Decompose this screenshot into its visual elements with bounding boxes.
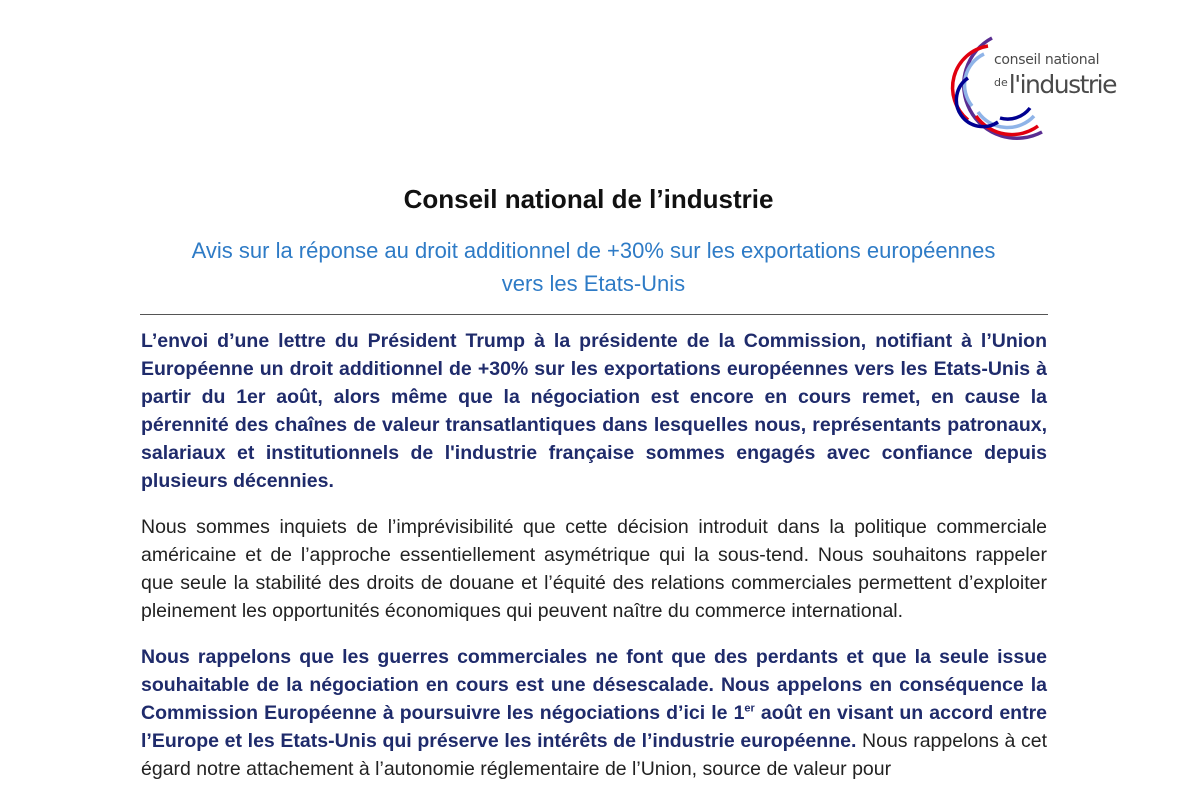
paragraph-3-bold-a: Nous rappelons que les guerres commerciales ne font que des perdants et que la seule issue souhaitable de la négociation en cours est une désescalade. Nous appelons en conséquence la Commission Européenne à poursuivre les négociations d’ici le 1 xyxy=(141,646,1047,724)
title-divider xyxy=(140,314,1048,315)
document-title: Conseil national de l’industrie xyxy=(403,184,774,214)
paragraph-3 xyxy=(141,643,1047,783)
paragraph-3-superscript: er xyxy=(744,702,755,715)
paragraph-2: Nous sommes inquiets de l’imprévisibilité que cette décision introduit dans la politique commerciale américaine et de l’approche essentiellement asymétrique qui la sous-tend. Nous souhaitons rappeler que seule la stabilité des droits de douane et l’équité des relations commerciales permettent d’exploiter pleinement les opportunités économiques qui peuvent naître du commerce international. xyxy=(141,516,1047,622)
paragraph-1: L’envoi d’une lettre du Président Trump à la présidente de la Commission, notifiant à l’Union Européenne un droit additionnel de +30% sur les exportations européennes vers les Etats-Unis à partir du 1er août, alors même que la négociation est encore en cours remet, en cause la pérennité des chaînes de valeur transatlantiques dans lesquelles nous, représentants patronaux, salariaux et institutionnels de l'industrie française sommes engagés avec confiance depuis plusieurs décennies. xyxy=(141,330,1047,492)
logo-line-2-prefix: de xyxy=(994,76,1008,89)
logo-line-2-main: l'industrie xyxy=(1008,70,1117,99)
document-subtitle: Avis sur la réponse au droit additionnel de +30% sur les exportations européennes vers les Etats-Unis xyxy=(191,238,996,296)
document-body xyxy=(141,327,1047,801)
paragraph-3-bold-b: août en visant un accord entre l’Europe et les Etats-Unis qui préserve les intérêts de l’industrie européenne. xyxy=(141,702,1047,752)
cni-logo xyxy=(938,28,1117,160)
logo-line-1: conseil national xyxy=(994,52,1100,68)
paragraph-3-plain: Nous rappelons à cet égard notre attachement à l’autonomie réglementaire de l’Union, source de valeur pour xyxy=(141,730,1048,780)
logo-line-2 xyxy=(994,70,1116,99)
